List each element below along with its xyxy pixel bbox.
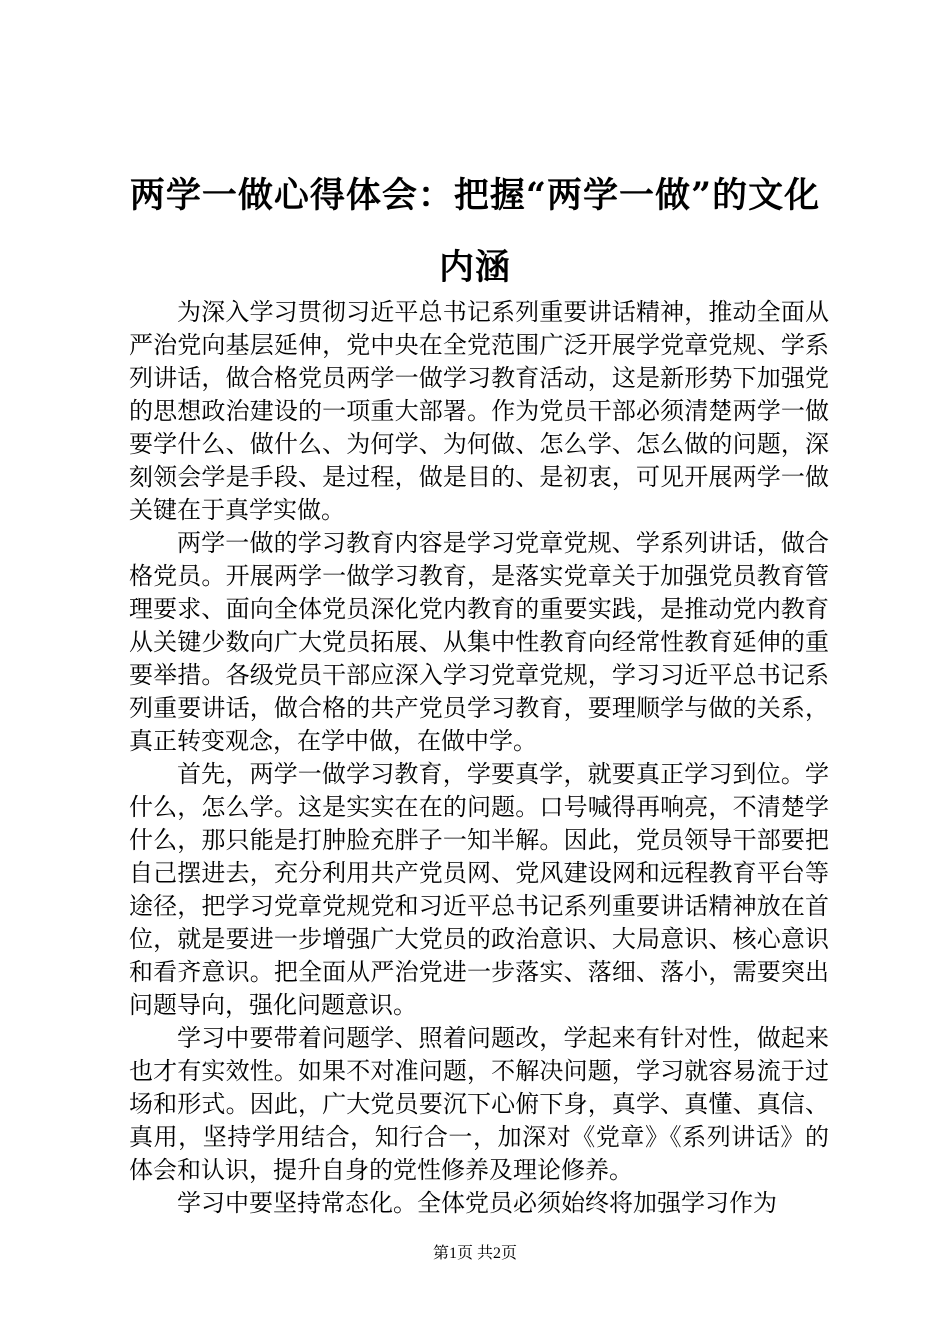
paragraph-3: 首先，两学一做学习教育，学要真学，就要真正学习到位。学什么，怎么学。这是实实在在的问题。口号喊得再响亮，不清楚学什么，那只能是打肿脸充胖子一知半解。因此，党员领导干部要把自己摆进去，充分利用共产党员网、党风建设网和远程教育平台等途径，把学习党章党规党和习近平总书记系列重要讲话精神放在首位，就是要进一步增强广大党员的政治意识、大局意识、核心意识和看齐意识。把全面从严治党进一步落实、落细、落小，需要突出问题导向，强化问题意识。 bbox=[129, 760, 829, 1019]
paragraph-1: 为深入学习贯彻习近平总书记系列重要讲话精神，推动全面从严治党向基层延伸，党中央在全党范围广泛开展学党章党规、学系列讲话，做合格党员两学一做学习教育活动，这是新形势下加强党的思想政治建设的一项重大部署。作为党员干部必须清楚两学一做要学什么、做什么、为何学、为何做、怎么学、怎么做的问题，深刻领会学是手段、是过程，做是目的、是初衷，可见开展两学一做关键在于真学实做。 bbox=[129, 298, 829, 524]
document-title bbox=[100, 160, 850, 304]
page-number-footer: 第1页 共2页 bbox=[432, 1245, 517, 1262]
paragraph-4: 学习中要带着问题学、照着问题改，学起来有针对性，做起来也才有实效性。如果不对准问题，不解决问题，学习就容易流于过场和形式。因此，广大党员要沉下心俯下身，真学、真懂、真信、真用，坚持学用结合，知行合一，加深对《党章》《系列讲话》的体会和认识，提升自身的党性修养及理论修养。 bbox=[129, 1024, 829, 1184]
title-line-1: 两学一做心得体会：把握“两学一做”的文化 bbox=[129, 175, 821, 216]
paragraph-5: 学习中要坚持常态化。全体党员必须始终将加强学习作为 bbox=[177, 1189, 777, 1217]
paragraph-2: 两学一做的学习教育内容是学习党章党规、学系列讲话，做合格党员。开展两学一做学习教育，是落实党章关于加强党员教育管理要求、面向全体党员深化党内教育的重要实践，是推动党内教育从关键少数向广大党员拓展、从集中性教育向经常性教育延伸的重要举措。各级党员干部应深入学习党章党规，学习习近平总书记系列重要讲话，做合格的共产党员学习教育，要理顺学与做的关系，真正转变观念，在学中做，在做中学。 bbox=[129, 529, 829, 755]
title-line-2: 内涵 bbox=[438, 247, 511, 288]
document-body bbox=[129, 296, 829, 1220]
